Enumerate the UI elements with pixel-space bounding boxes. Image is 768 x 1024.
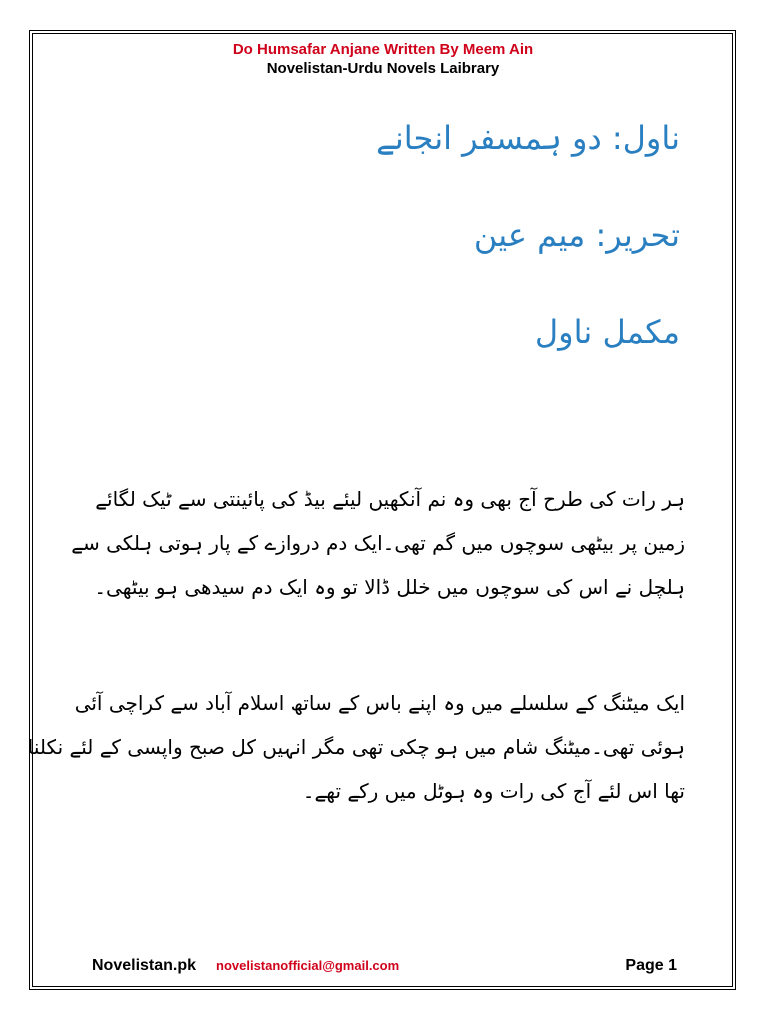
paragraph-line: تھا اس لئے آج کی رات وہ ہوٹل میں رکے تھے۔ [302,779,685,803]
paragraph-line: زمین پر بیٹھی سوچوں میں گم تھی۔ایک دم دروازے کے پار ہوتی ہلکی سے [71,531,685,555]
footer-email: novelistanofficial@gmail.com [216,958,400,973]
novel-name-heading: ناول: دو ہمسفر انجانے [376,119,680,157]
paragraph-line: ہلچل نے اس کی سوچوں میں خلل ڈالا تو وہ ایک دم سیدھی ہو بیٹھی۔ [94,575,685,599]
page-number: Page 1 [625,957,677,974]
footer-site-name: Novelistan.pk [92,957,197,974]
status-heading: مکمل ناول [534,313,680,351]
paragraph-2 [27,681,685,813]
document-title: Do Humsafar Anjane Written By Meem Ain [232,41,534,58]
page-footer [92,955,677,979]
paragraph-line: ایک میٹنگ کے سلسلے میں وہ اپنے باس کے ساتھ اسلام آباد سے کراچی آئی [74,691,685,715]
paragraph-line: ہوئی تھی۔میٹنگ شام میں ہو چکی تھی مگر انہیں کل صبح واپسی کے لئے نکلنا [27,735,685,759]
page-header [40,40,726,78]
paragraph-line: ہر رات کی طرح آج بھی وہ نم آنکھیں لیئے بیڈ کی پائینتی سے ٹیک لگائے [95,487,685,511]
paragraph-1 [71,477,685,609]
library-name: Novelistan-Urdu Novels Laibrary [266,60,500,77]
author-heading: تحریر: میم عین [473,216,680,254]
